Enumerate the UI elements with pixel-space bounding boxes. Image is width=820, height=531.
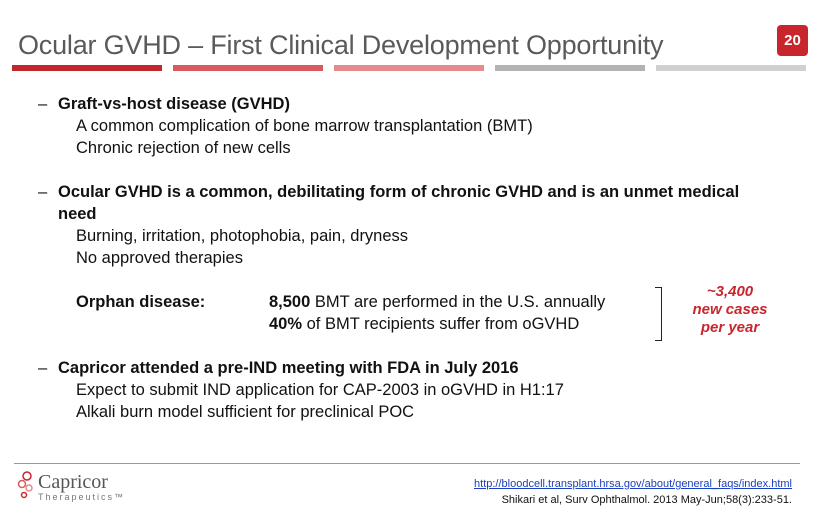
stat-value: 8,500 [269,293,311,311]
orphan-stat-bmt [269,291,605,313]
sub-bullet: Alkali burn model sufficient for preclinical POC [76,403,415,421]
orphan-disease-block [38,291,778,335]
bullet-heading: Graft-vs-host disease (GVHD) [58,95,290,113]
title-underline-segment [334,65,484,71]
reference-citation: Shikari et al, Surv Ophthalmol. 2013 May-Jun;58(3):233-51. [501,494,792,506]
heart-cells-icon [16,468,38,502]
title-underline-segment [495,65,645,71]
bullet-heading: Capricor attended a pre-IND meeting with FDA in July 2016 [58,359,519,377]
callout-line: per year [700,319,760,336]
sub-bullet: Expect to submit IND application for CAP-2003 in oGVHD in H1:17 [76,381,564,399]
orphan-stat-ogvhd [269,313,579,335]
callout-line: ~3,400 [706,283,754,300]
bullet-ocular-gvhd [38,181,778,225]
logo-subtitle: Therapeutics™ [38,492,126,502]
bullet-dash: – [38,359,48,377]
orphan-disease-label: Orphan disease: [76,293,206,311]
capricor-logo [16,468,126,507]
stat-value: 40% [269,315,303,333]
stat-text: BMT are performed in the U.S. annually [310,293,606,311]
sub-bullet: Burning, irritation, photophobia, pain, dryness [76,227,409,245]
slide-title: Ocular GVHD – First Clinical Development Opportunity [18,30,664,60]
right-bracket [655,287,662,341]
callout-line: new cases [692,301,768,318]
sub-bullet: No approved therapies [76,249,243,267]
bullet-dash: – [38,183,48,201]
bullet-gvhd [38,93,778,115]
logo-name: Capricor [38,471,108,493]
footer-divider [14,463,800,464]
reference-link[interactable]: http://bloodcell.transplant.hrsa.gov/about/general_faqs/index.html [474,478,792,490]
page-number-badge: 20 [777,25,808,56]
bullet-pre-ind [38,357,778,379]
slide-body [38,93,778,423]
title-underline-segment [173,65,323,71]
sub-bullet: A common complication of bone marrow transplantation (BMT) [76,117,533,135]
new-cases-callout [680,283,780,337]
title-underline-segment [656,65,806,71]
bullet-heading: Ocular GVHD is a common, debilitating form of chronic GVHD and is an unmet medical need [58,183,740,223]
bullet-dash: – [38,95,48,113]
title-underline-segment [12,65,162,71]
stat-text: of BMT recipients suffer from oGVHD [302,315,580,333]
sub-bullet: Chronic rejection of new cells [76,139,291,157]
references [474,476,792,508]
